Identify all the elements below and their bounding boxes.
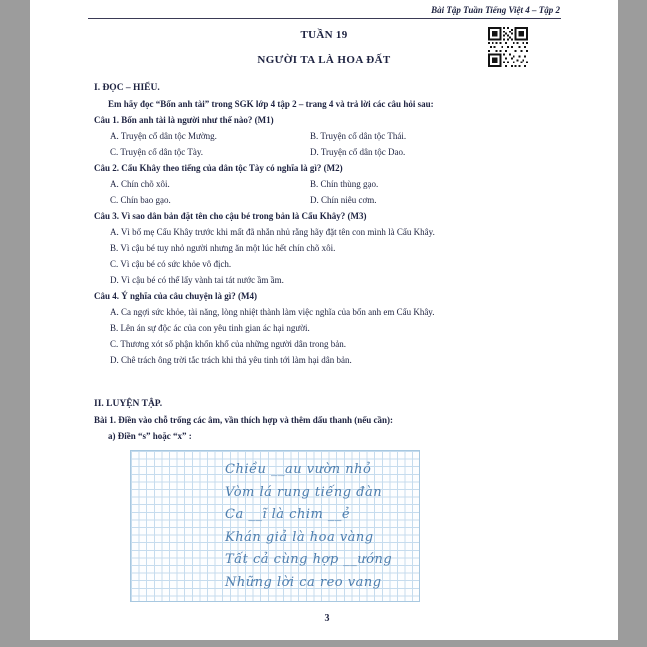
practice-subtask: a) Điền “s” hoặc “x” :: [108, 431, 192, 441]
week-title: TUẦN 19: [300, 29, 348, 41]
handwriting-line: Những lời ca reo vang: [225, 574, 382, 590]
question-4: [94, 288, 560, 368]
question-4-title: Câu 4. Ý nghĩa của câu chuyện là gì? (M4): [94, 291, 258, 301]
answer-option: A. Chín chõ xôi.: [110, 179, 170, 189]
handwriting-line: Chiều __au vườn nhỏ: [225, 462, 372, 477]
answer-option: D. Vì cậu bé có thể lấy vành tai tát nước ầm ầm.: [110, 275, 284, 285]
answer-option: C. Truyện cổ dân tộc Tày.: [110, 147, 203, 157]
answer-option: B. Lên án sự độc ác của con yêu tinh gian ác hại người.: [110, 323, 310, 333]
qr-code-icon: [488, 27, 528, 67]
section-reading-heading: I. ĐỌC – HIỂU.: [94, 83, 160, 93]
question-2-options: [94, 176, 560, 208]
worksheet-body: [30, 67, 618, 627]
question-2: [94, 160, 560, 208]
answer-option: C. Thương xót số phận khốn khổ của những người dân trong bản.: [110, 339, 346, 349]
answer-option: D. Truyện cổ dân tộc Dao.: [310, 147, 406, 157]
lesson-title: NGƯỜI TA LÀ HOA ĐẤT: [257, 54, 391, 66]
handwriting-line: Vòm lá rung tiếng đàn: [225, 484, 383, 500]
header-divider: [88, 18, 561, 19]
answer-option: D. Chín niêu cơm.: [310, 195, 377, 205]
reading-instruction: Em hãy đọc “Bốn anh tài” trong SGK lớp 4 tập 2 – trang 4 và trả lời các câu hỏi sau:: [108, 99, 434, 109]
practice-task: Bài 1. Điền vào chỗ trống các âm, vần thích hợp và thêm dấu thanh (nếu cần):: [94, 415, 394, 425]
answer-option: A. Truyện cổ dân tộc Mường.: [110, 131, 217, 141]
answer-option: A. Vì bố mẹ Cẩu Khây trước khi mất đã nhắn nhủ rằng hãy đặt tên con mình là Cẩu Khây.: [110, 227, 435, 237]
page-number: 3: [324, 613, 330, 624]
section-practice-heading: II. LUYỆN TẬP.: [94, 399, 163, 409]
question-1-title: Câu 1. Bốn anh tài là người như thế nào? (M1): [94, 115, 274, 125]
handwriting-line: Tất cả cùng hợp __ướng: [225, 552, 393, 567]
question-4-options: [94, 304, 560, 368]
answer-option: C. Vì cậu bé có sức khỏe vô địch.: [110, 259, 232, 269]
question-1: [94, 112, 560, 160]
answer-option: A. Ca ngợi sức khỏe, tài năng, lòng nhiệt thành làm việc nghĩa của bốn anh em Cẩu Khây.: [110, 307, 435, 317]
question-2-title: Câu 2. Cẩu Khây theo tiếng của dân tộc Tày có nghĩa là gì? (M2): [94, 163, 343, 173]
running-header: Bài Tập Tuần Tiếng Việt 4 – Tập 2: [431, 5, 560, 15]
answer-option: B. Truyện cổ dân tộc Thái.: [310, 131, 407, 141]
worksheet-page: [30, 0, 618, 640]
answer-option: B. Chín thùng gạo.: [310, 179, 379, 189]
question-3-title: Câu 3. Vì sao dân bản đặt tên cho cậu bé trong bản là Cẩu Khây? (M3): [94, 211, 367, 221]
answer-option: B. Vì cậu bé tuy nhỏ người nhưng ăn một lúc hết chín chõ xôi.: [110, 243, 336, 253]
question-1-options: [94, 128, 560, 160]
question-3-options: [94, 224, 560, 288]
answer-option: C. Chín bao gạo.: [110, 195, 171, 205]
handwriting-grid: [130, 450, 420, 602]
handwriting-line: Khán giả là hoa vàng: [225, 529, 374, 545]
answer-option: D. Chê trách ông trời tắc trách khi thả yêu tinh tới làm hại dân bản.: [110, 355, 352, 365]
question-3: [94, 208, 560, 288]
handwriting-line: Ca __ĩ là chim __ẻ: [225, 507, 351, 522]
